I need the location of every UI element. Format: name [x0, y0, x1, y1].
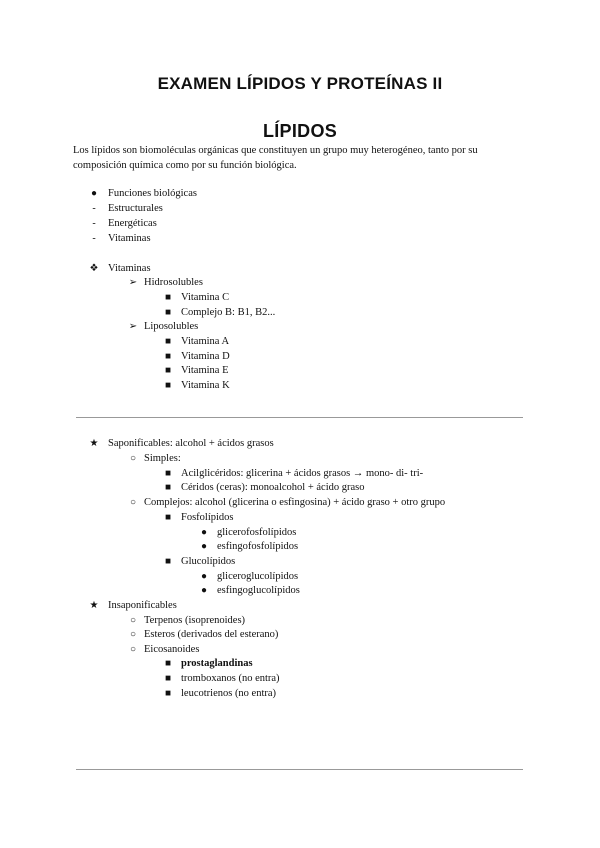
square-bullet-icon: ■ [164, 336, 172, 347]
square-bullet-icon: ■ [164, 482, 172, 493]
star-bullet-icon: ★ [89, 600, 99, 611]
arrowhead-bullet-icon: ➢ [128, 277, 138, 288]
list-item-vitaminas: Vitaminas [108, 263, 151, 274]
square-bullet-icon: ■ [164, 292, 172, 303]
list-item-liposolubles: Liposolubles [144, 321, 199, 332]
list-item: Complejo B: B1, B2... [181, 307, 276, 318]
bullet-disc-icon: ● [200, 541, 208, 552]
dash-icon: - [92, 233, 96, 244]
bullet-disc-icon: ● [200, 571, 208, 582]
list-item-saponificables: Saponificables: alcohol + ácidos grasos [108, 438, 274, 449]
list-item: Acilglicéridos: glicerina + ácidos grasos → mono- di- tri- [181, 468, 424, 479]
page-title: EXAMEN LÍPIDOS Y PROTEÍNAS II [157, 74, 443, 93]
list-item: Vitamina D [181, 351, 230, 362]
square-bullet-icon: ■ [164, 673, 172, 684]
dash-icon: - [92, 218, 96, 229]
list-item-simples: Simples: [144, 453, 181, 464]
bullet-disc-icon: ● [200, 585, 208, 596]
list-item: esfingofosfolípidos [217, 541, 299, 552]
square-bullet-icon: ■ [164, 512, 172, 523]
list-item-fosfolipidos: Fosfolípidos [181, 512, 234, 523]
circle-bullet-icon: ○ [129, 497, 137, 508]
circle-bullet-icon: ○ [129, 644, 137, 655]
list-item-hidrosolubles: Hidrosolubles [144, 277, 203, 288]
intro-paragraph: Los lípidos son biomoléculas orgánicas que constituyen un grupo muy heterogéneo, tanto por su composición química como por su función biológica. [73, 145, 478, 171]
square-bullet-icon: ■ [164, 688, 172, 699]
list-item: glicerofosfolípidos [217, 527, 297, 538]
horizontal-divider [76, 417, 523, 418]
list-item-prostaglandinas: prostaglandinas [181, 658, 253, 669]
list-item: gliceroglucolípidos [217, 571, 299, 582]
bullet-disc-icon: ● [90, 188, 98, 199]
circle-bullet-icon: ○ [129, 453, 137, 464]
square-bullet-icon: ■ [164, 556, 172, 567]
diamond-bullet-icon: ❖ [89, 263, 99, 274]
list-item: Vitamina C [181, 292, 230, 303]
square-bullet-icon: ■ [164, 658, 172, 669]
circle-bullet-icon: ○ [129, 615, 137, 626]
square-bullet-icon: ■ [164, 468, 172, 479]
list-item-glucolipidos: Glucolípidos [181, 556, 236, 567]
star-bullet-icon: ★ [89, 438, 99, 449]
list-item: Terpenos (isoprenoides) [144, 615, 246, 626]
list-item: Esteros (derivados del esterano) [144, 629, 279, 640]
square-bullet-icon: ■ [164, 365, 172, 376]
section-title: LÍPIDOS [262, 121, 338, 141]
list-item: tromboxanos (no entra) [181, 673, 280, 684]
list-item: Vitamina E [181, 365, 229, 376]
list-item: Estructurales [108, 203, 163, 214]
list-item: Céridos (ceras): monoalcohol + ácido graso [181, 482, 365, 493]
list-item-funciones: Funciones biológicas [108, 188, 197, 199]
list-item: Energéticas [108, 218, 157, 229]
bullet-disc-icon: ● [200, 527, 208, 538]
list-item: Vitamina A [181, 336, 230, 347]
list-item-eicosanoides: Eicosanoides [144, 644, 200, 655]
list-item: Vitamina K [181, 380, 230, 391]
list-item: Vitaminas [108, 233, 151, 244]
square-bullet-icon: ■ [164, 351, 172, 362]
list-item-insaponificables: Insaponificables [108, 600, 177, 611]
arrowhead-bullet-icon: ➢ [128, 321, 138, 332]
square-bullet-icon: ■ [164, 380, 172, 391]
dash-icon: - [92, 203, 96, 214]
horizontal-divider [76, 769, 523, 770]
list-item: leucotrienos (no entra) [181, 688, 277, 699]
list-item-complejos: Complejos: alcohol (glicerina o esfingosina) + ácido graso + otro grupo [144, 497, 446, 508]
list-item: esfingoglucolípidos [217, 585, 300, 596]
square-bullet-icon: ■ [164, 307, 172, 318]
circle-bullet-icon: ○ [129, 629, 137, 640]
